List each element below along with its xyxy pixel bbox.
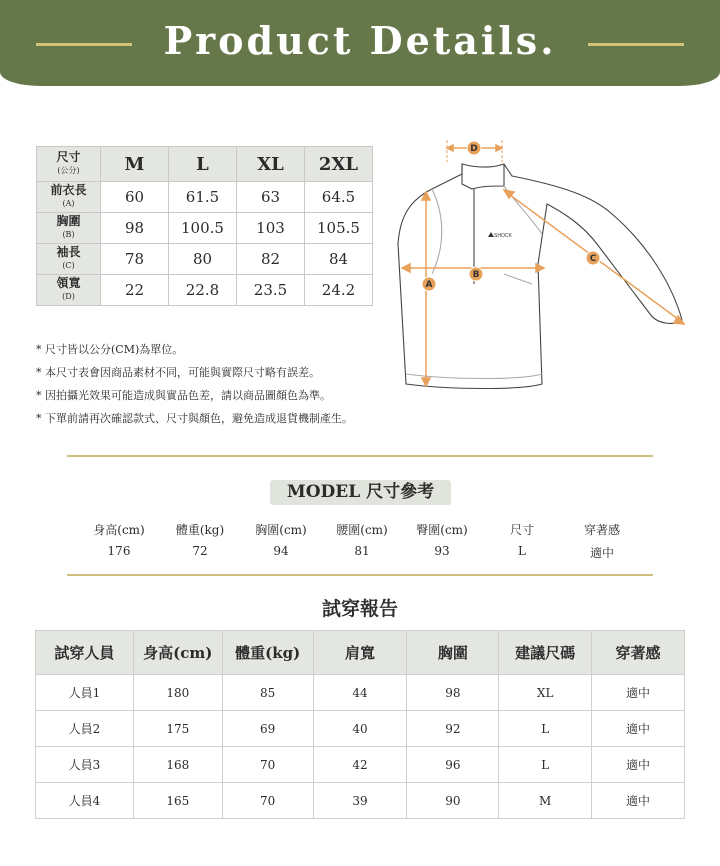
size-row-sleeve	[37, 244, 373, 275]
trial-cell: L	[499, 747, 592, 783]
size-cell: 82	[237, 244, 305, 275]
jacket-outline	[398, 164, 682, 389]
model-value: 94	[273, 544, 289, 558]
trial-column-header: 穿著感	[592, 631, 685, 675]
size-cell: 23.5	[237, 275, 305, 306]
size-row-collar	[37, 275, 373, 306]
note-line: * 本尺寸表會因商品素材不同，可能與實際尺寸略有誤差。	[36, 366, 320, 379]
trial-cell: 165	[133, 783, 222, 819]
jacket-logo: SHOCK	[494, 233, 512, 239]
trial-column-header: 肩寬	[313, 631, 407, 675]
size-column-header: 2XL	[305, 147, 373, 182]
size-column-header: L	[169, 147, 237, 182]
table-row	[36, 675, 685, 711]
trial-cell: L	[499, 711, 592, 747]
size-row-label	[37, 244, 101, 275]
trial-column-header: 試穿人員	[36, 631, 134, 675]
model-value-row	[78, 544, 658, 561]
trial-cell: 69	[222, 711, 313, 747]
trial-cell: 168	[133, 747, 222, 783]
note-line: * 下單前請再次確認款式、尺寸與顏色，避免造成退貨機制產生。	[36, 412, 353, 425]
row-label-text: 前衣長	[50, 183, 87, 197]
trial-column-header: 身高(cm)	[133, 631, 222, 675]
row-label-code: (D)	[62, 292, 75, 301]
model-value: 93	[434, 544, 450, 558]
size-cell: 24.2	[305, 275, 373, 306]
section-divider	[67, 574, 653, 576]
header-right-rule	[588, 43, 684, 46]
trial-cell: 適中	[592, 747, 685, 783]
label-b: B	[472, 270, 480, 280]
corner-unit: (公分)	[57, 166, 80, 175]
page-title: Product Details.	[163, 18, 557, 63]
size-chart-header-row	[37, 147, 373, 182]
trial-cell: 92	[407, 711, 499, 747]
trial-header-row	[36, 631, 685, 675]
size-cell: 84	[305, 244, 373, 275]
model-header: 體重(kg)	[175, 523, 225, 537]
trial-cell: 人員3	[36, 747, 134, 783]
trial-cell: 適中	[592, 675, 685, 711]
size-row-chest	[37, 213, 373, 244]
trial-cell: 人員2	[36, 711, 134, 747]
trial-cell: 39	[313, 783, 407, 819]
row-label-text: 胸圍	[56, 214, 81, 228]
size-cell: 61.5	[169, 182, 237, 213]
model-header: 尺寸	[509, 523, 534, 537]
note-line: * 因拍攝光效果可能造成與實品色差，請以商品圖顏色為準。	[36, 389, 331, 402]
size-notes	[36, 338, 353, 430]
note-line: * 尺寸皆以公分(CM)為單位。	[36, 343, 184, 356]
page-header	[0, 0, 720, 86]
row-label-code: (C)	[62, 261, 75, 270]
label-a: A	[425, 280, 433, 290]
trial-cell: M	[499, 783, 592, 819]
trial-cell: 70	[222, 747, 313, 783]
trial-cell: 人員1	[36, 675, 134, 711]
trial-column-header: 建議尺碼	[499, 631, 592, 675]
trial-cell: 人員4	[36, 783, 134, 819]
model-section-title: MODEL 尺寸參考	[270, 480, 451, 505]
size-cell: 60	[101, 182, 169, 213]
model-value: 81	[354, 544, 370, 558]
size-row-label	[37, 213, 101, 244]
size-cell: 103	[237, 213, 305, 244]
model-value: L	[518, 544, 526, 558]
trial-cell: XL	[499, 675, 592, 711]
trial-cell: 42	[313, 747, 407, 783]
trial-report-table	[35, 630, 685, 819]
model-header-row	[78, 521, 658, 538]
row-label-text: 領寬	[56, 276, 81, 290]
table-row	[36, 711, 685, 747]
table-row	[36, 783, 685, 819]
size-chart-corner	[37, 147, 101, 182]
size-cell: 22.8	[169, 275, 237, 306]
trial-cell: 175	[133, 711, 222, 747]
model-value: 適中	[589, 546, 614, 560]
table-row	[36, 747, 685, 783]
model-header: 臀圍(cm)	[416, 523, 468, 537]
size-cell: 98	[101, 213, 169, 244]
trial-section-title: 試穿報告	[321, 598, 398, 620]
size-column-header: M	[101, 147, 169, 182]
trial-cell: 98	[407, 675, 499, 711]
trial-cell: 40	[313, 711, 407, 747]
trial-cell: 適中	[592, 783, 685, 819]
trial-cell: 70	[222, 783, 313, 819]
jacket-measurement-diagram	[392, 134, 692, 396]
label-c: C	[589, 254, 597, 264]
size-cell: 63	[237, 182, 305, 213]
size-cell: 100.5	[169, 213, 237, 244]
jacket-collar	[462, 164, 504, 189]
section-divider	[67, 455, 653, 457]
size-row-label	[37, 182, 101, 213]
model-value: 72	[192, 544, 208, 558]
size-cell: 105.5	[305, 213, 373, 244]
model-header: 穿著感	[583, 523, 620, 537]
corner-label: 尺寸	[56, 150, 81, 164]
trial-cell: 90	[407, 783, 499, 819]
size-chart-table	[36, 146, 373, 306]
label-d: D	[470, 144, 478, 154]
row-label-code: (A)	[62, 199, 75, 208]
trial-column-header: 胸圍	[407, 631, 499, 675]
model-header: 腰圍(cm)	[336, 523, 388, 537]
row-label-text: 袖長	[56, 245, 81, 259]
model-value: 176	[107, 544, 131, 558]
trial-cell: 180	[133, 675, 222, 711]
size-cell: 22	[101, 275, 169, 306]
size-cell: 80	[169, 244, 237, 275]
model-header: 胸圍(cm)	[255, 523, 307, 537]
trial-cell: 96	[407, 747, 499, 783]
size-cell: 78	[101, 244, 169, 275]
model-header: 身高(cm)	[93, 523, 145, 537]
trial-cell: 適中	[592, 711, 685, 747]
size-column-header: XL	[237, 147, 305, 182]
size-row-label	[37, 275, 101, 306]
size-cell: 64.5	[305, 182, 373, 213]
row-label-code: (B)	[62, 230, 75, 239]
trial-cell: 44	[313, 675, 407, 711]
trial-column-header: 體重(kg)	[222, 631, 313, 675]
trial-cell: 85	[222, 675, 313, 711]
size-row-front-length	[37, 182, 373, 213]
